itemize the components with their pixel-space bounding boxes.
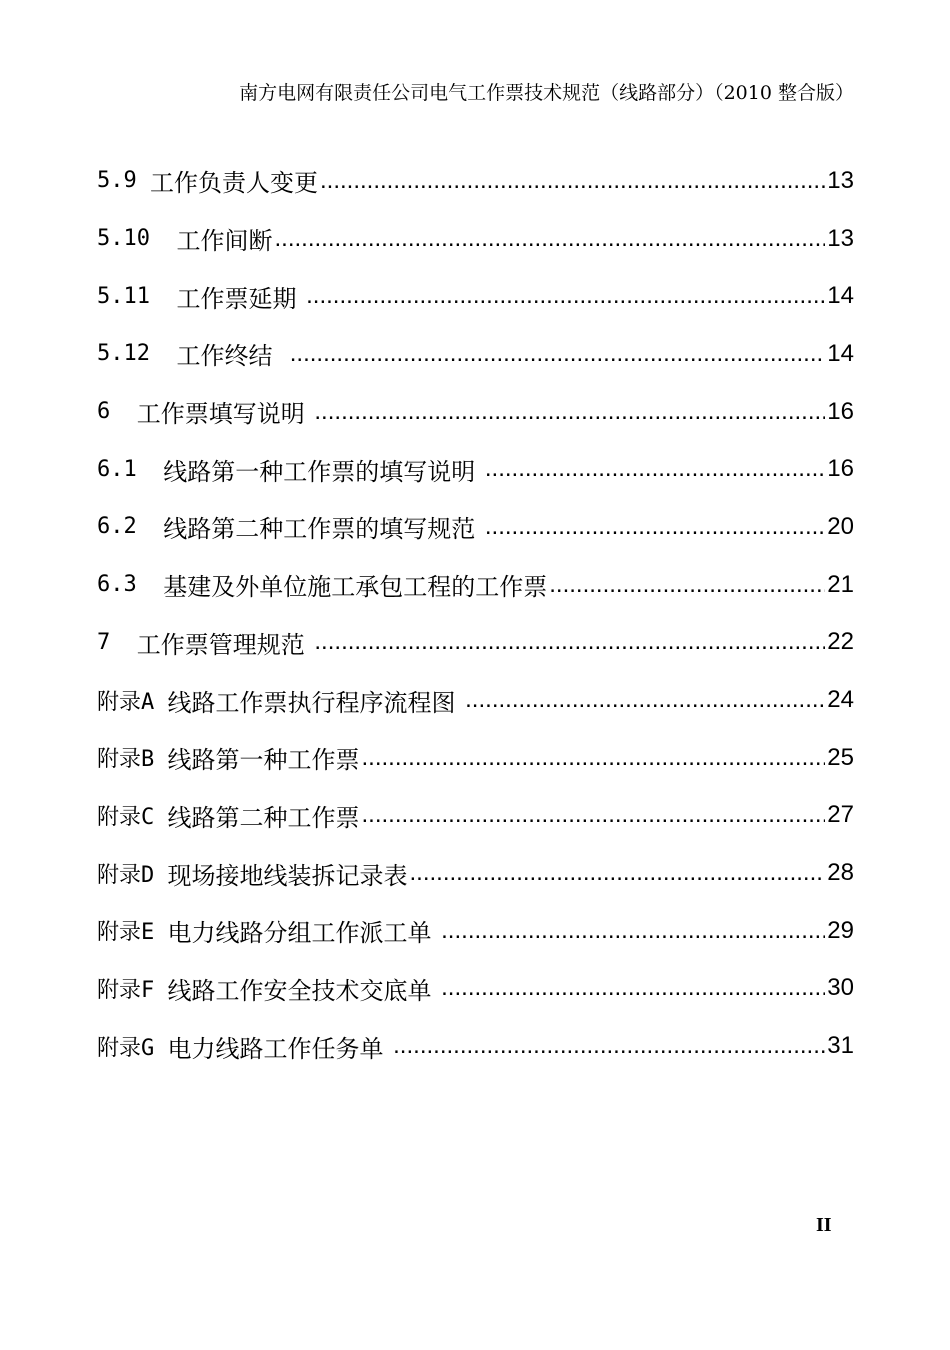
toc-entry[interactable] [97, 671, 854, 729]
toc-entry[interactable] [97, 787, 854, 845]
toc-entry-number: 附录D [97, 862, 168, 888]
toc-entry-page: 16 [827, 455, 854, 483]
toc-entry-page: 14 [827, 339, 854, 367]
toc-entry-number: 6.2 [97, 514, 164, 540]
toc-entry-title: 线路第二种工作票 [167, 803, 360, 832]
toc-entry-title: 现场接地线装拆记录表 [167, 861, 408, 890]
toc-entry-page: 16 [827, 397, 854, 425]
toc-entry-title: 工作票管理规范 [136, 630, 313, 659]
toc-entry-number: 附录B [97, 747, 168, 773]
toc-entry-number: 附录C [97, 804, 168, 830]
toc-entry-page: 28 [827, 859, 854, 887]
toc-entry[interactable] [97, 325, 854, 383]
toc-entry-title: 工作终结 [176, 342, 288, 371]
toc-entry-number: 5.11 [97, 283, 177, 309]
toc-entry-title: 电力线路工作任务单 [167, 1034, 392, 1063]
toc-entry[interactable] [97, 729, 854, 787]
toc-entry[interactable] [97, 210, 854, 268]
toc-entry-number: 6.1 [97, 456, 164, 482]
toc-entry-number: 7 [97, 629, 137, 655]
toc-entry[interactable] [97, 614, 854, 672]
toc-entry-page: 25 [827, 743, 854, 771]
toc-entry-title: 工作负责人变更 [149, 169, 318, 198]
toc-entry[interactable] [97, 498, 854, 556]
toc-entry-title: 工作票延期 [176, 284, 305, 313]
toc-entry-page: 24 [827, 686, 854, 714]
toc-entry-number: 6.3 [97, 572, 164, 598]
toc-dot-leader [314, 628, 825, 656]
toc-dot-leader [306, 282, 825, 310]
toc-entry-number: 5.12 [97, 341, 177, 367]
toc-dot-leader [485, 513, 825, 541]
toc-dot-leader [362, 744, 826, 772]
toc-entry-page: 29 [827, 916, 854, 944]
toc-entry[interactable] [97, 383, 854, 441]
toc-entry-number: 附录E [97, 920, 168, 946]
toc-entry[interactable] [97, 556, 854, 614]
toc-dot-leader [465, 686, 825, 714]
toc-dot-leader [393, 1032, 825, 1060]
toc-entry-title: 工作间断 [176, 227, 273, 256]
toc-entry-title: 线路第一种工作票 [167, 746, 360, 775]
toc-entry-page: 20 [827, 512, 854, 540]
toc-entry-page: 27 [827, 801, 854, 829]
toc-entry-page: 13 [827, 166, 854, 194]
toc-entry-page: 13 [827, 224, 854, 252]
toc-entry-number: 附录A [97, 689, 168, 715]
toc-dot-leader [441, 974, 825, 1002]
toc-entry[interactable] [97, 440, 854, 498]
toc-dot-leader [441, 917, 825, 945]
toc-entry-title: 线路工作安全技术交底单 [167, 976, 440, 1005]
toc-entry[interactable] [97, 1017, 854, 1075]
toc-entry[interactable] [97, 152, 854, 210]
toc-entry-page: 21 [827, 570, 854, 598]
toc-entry-number: 附录F [97, 977, 168, 1003]
toc-entry-number: 5.10 [97, 226, 177, 252]
toc-dot-leader [410, 859, 826, 887]
toc-entry[interactable] [97, 902, 854, 960]
toc-entry-title: 线路工作票执行程序流程图 [167, 688, 464, 717]
toc-dot-leader [290, 340, 826, 368]
toc-entry[interactable] [97, 267, 854, 325]
toc-dot-leader [485, 455, 825, 483]
toc-entry-page: 22 [827, 628, 854, 656]
toc-entry-number: 附录G [97, 1035, 168, 1061]
toc-entry-title: 工作票填写说明 [136, 400, 313, 429]
toc-entry-title: 线路第一种工作票的填写说明 [163, 457, 483, 486]
toc-entry-title: 基建及外单位施工承包工程的工作票 [163, 573, 548, 602]
toc-entry-page: 30 [827, 974, 854, 1002]
toc-entry[interactable] [97, 844, 854, 902]
table-of-contents [97, 152, 854, 1075]
page-number: II [816, 1214, 832, 1236]
toc-entry-number: 6 [97, 399, 137, 425]
toc-entry-title: 电力线路分组工作派工单 [167, 919, 440, 948]
page-header-title: 南方电网有限责任公司电气工作票技术规范（线路部分）（2010 整合版） [239, 82, 854, 104]
toc-entry[interactable] [97, 960, 854, 1018]
toc-dot-leader [320, 167, 825, 195]
toc-dot-leader [549, 571, 825, 599]
toc-dot-leader [274, 225, 825, 253]
toc-entry-title: 线路第二种工作票的填写规范 [163, 515, 483, 544]
toc-dot-leader [314, 398, 825, 426]
toc-dot-leader [362, 801, 826, 829]
toc-entry-page: 14 [827, 282, 854, 310]
toc-entry-page: 31 [827, 1032, 854, 1060]
toc-entry-number: 5.9 [97, 168, 150, 194]
